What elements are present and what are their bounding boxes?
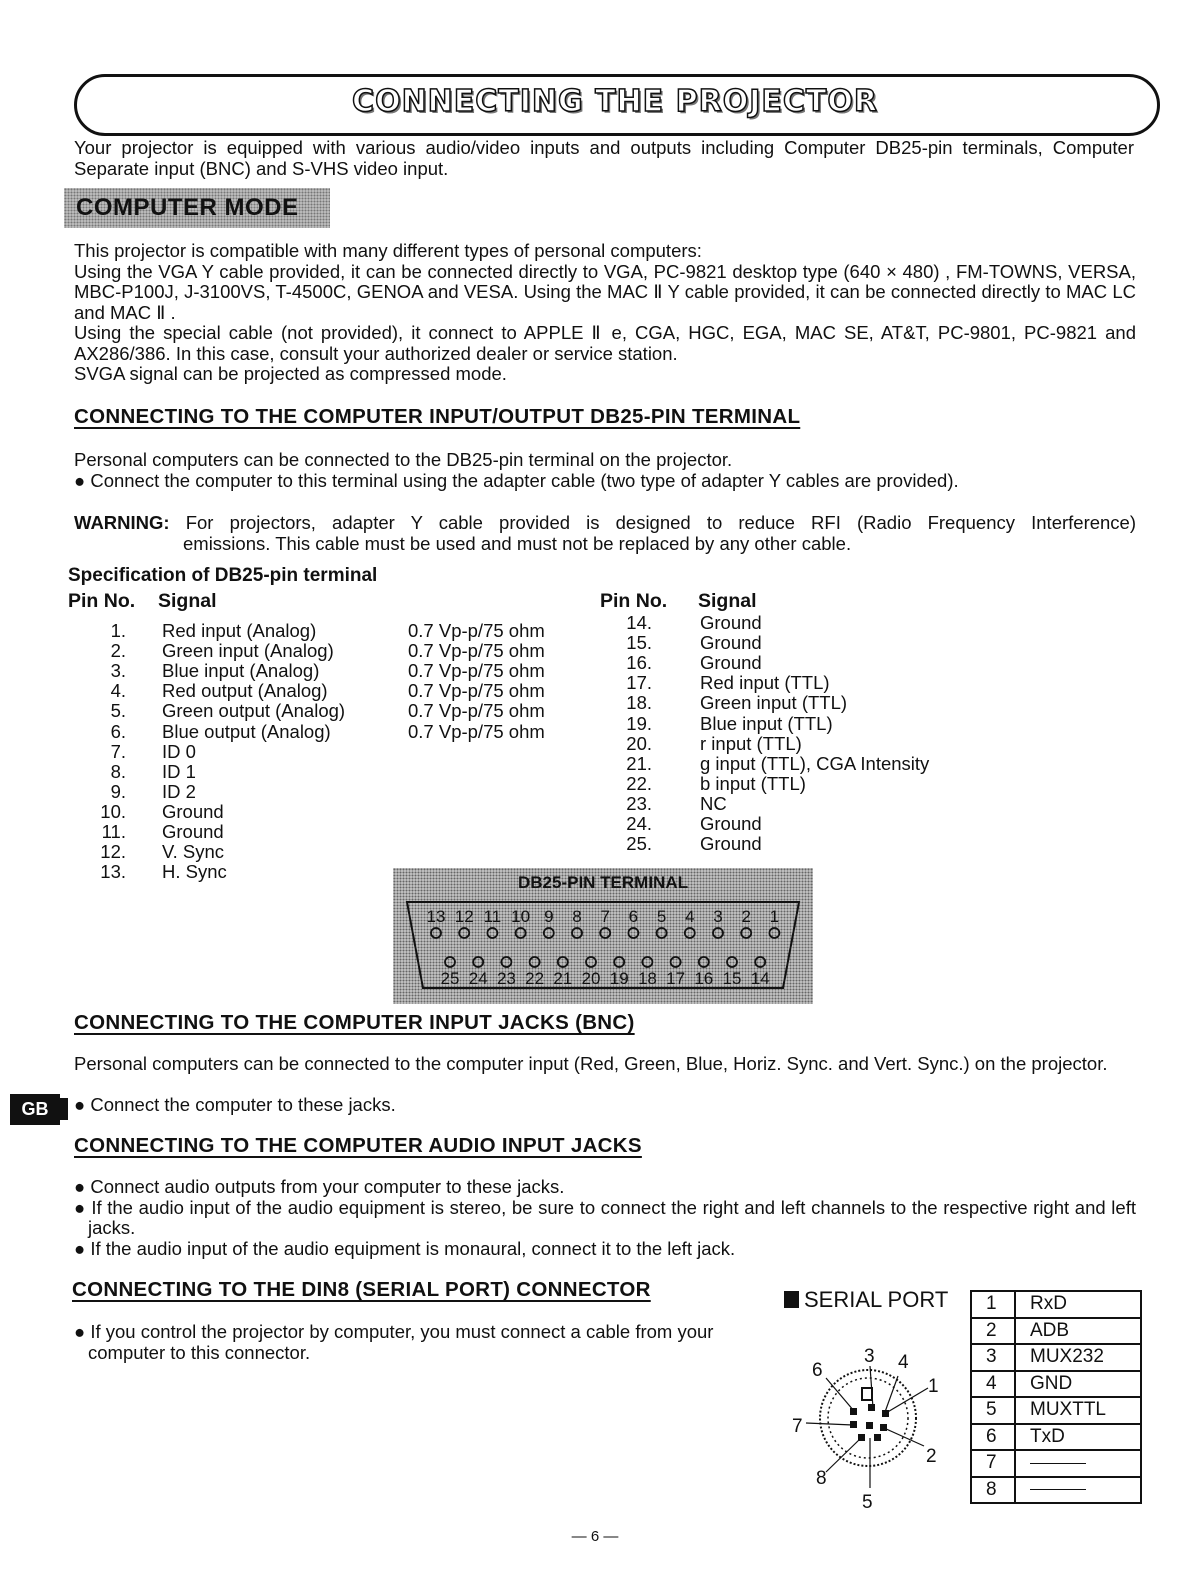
db25-pin-hole: [685, 928, 695, 938]
serial-signal: TxD: [1015, 1424, 1141, 1451]
audio-bullet: ● Connect audio outputs from your computer to these jacks.: [74, 1176, 565, 1197]
db25-pin-number: 2: [741, 907, 751, 926]
dash-line: [1030, 1463, 1086, 1464]
db25-pin-hole: [727, 957, 737, 967]
db25-pin-number: 5: [656, 907, 667, 926]
pin-level: 0.7 Vp-p/75 ohm: [408, 680, 545, 702]
pin-signal: Ground: [700, 612, 762, 633]
db25-pin-hole: [713, 928, 723, 938]
db25-bullet: ● Connect the computer to this terminal using the adapter cable (two type of adapter Y cables are provided).: [74, 469, 959, 491]
bnc-bullet: ● Connect the computer to these jacks.: [74, 1094, 396, 1115]
pin-number: 3.: [110, 660, 126, 682]
db25-pin-number: 22: [525, 969, 545, 988]
db25-pin-number: 11: [483, 907, 502, 926]
pin-number: 25.: [626, 833, 652, 855]
db25-pin-hole: [487, 928, 497, 938]
pin-number: 23.: [626, 792, 652, 814]
serial-signal: MUX232: [1015, 1344, 1141, 1371]
bnc-heading: CONNECTING TO THE COMPUTER INPUT JACKS (BNC): [74, 1011, 635, 1034]
db25-pin-number: 13: [426, 907, 446, 926]
din8-heading: CONNECTING TO THE DIN8 (SERIAL PORT) CONNECTOR: [72, 1278, 651, 1301]
warning-text-cont: emissions. This cable must be used and must not be replaced by any other cable.: [183, 532, 852, 554]
din8-pin-label: 4: [898, 1352, 909, 1373]
pin-signal: Ground: [162, 800, 224, 822]
db25-pin-hole: [459, 928, 469, 938]
db25-intro: [74, 450, 1134, 491]
db25-pin-number: 25: [440, 969, 460, 988]
pins-right-list: [580, 613, 1000, 858]
pin-signal: Ground: [700, 833, 762, 855]
db25-pin-hole: [642, 957, 652, 967]
serial-signal: GND: [1015, 1371, 1141, 1398]
db25-pin-number: 16: [694, 969, 714, 988]
pin-level: 0.7 Vp-p/75 ohm: [408, 620, 545, 641]
pin-signal: Blue input (Analog): [162, 660, 320, 682]
db25-heading: CONNECTING TO THE COMPUTER INPUT/OUTPUT DB25-PIN TERMINAL: [74, 405, 801, 428]
db25-pin-number: 14: [750, 969, 770, 988]
pin-number: 9.: [110, 780, 126, 802]
db25-pin-hole: [431, 928, 441, 938]
audio-heading: CONNECTING TO THE COMPUTER AUDIO INPUT JACKS: [74, 1134, 642, 1157]
vga-cable-paragraph: Using the VGA Y cable provided, it can be connected directly to VGA, PC-9821 desktop type (640 × 480) , FM-TOWNS, VERSA, MBC-P100J, J-3100VS, T-4500C, GENOA and VESA. Using the MAC Ⅱ Y cable provided, it can be connected directly to MAC LC and MAC Ⅱ .: [74, 260, 1136, 323]
page-title: CONNECTING THE PROJECTOR: [352, 84, 878, 119]
db25-pin-hole: [558, 957, 568, 967]
db25-label: DB25-PIN TERMINAL: [517, 873, 689, 892]
db25-pin-number: 12: [454, 907, 474, 926]
db25-pin-hole: [530, 957, 540, 967]
audio-bullets: [74, 1177, 1136, 1259]
col-pin-left: Pin No.: [68, 590, 136, 612]
db25-pin-hole: [445, 957, 455, 967]
pin-number: 2.: [110, 640, 126, 662]
pin-level: 0.7 Vp-p/75 ohm: [408, 660, 545, 682]
pin-signal: ID 1: [162, 760, 196, 782]
din8-pin-label: 8: [816, 1468, 827, 1489]
db25-connector-drawing: [393, 868, 813, 1004]
db25-pin-number: 10: [511, 907, 531, 926]
computer-mode-title: COMPUTER MODE: [76, 194, 299, 221]
pin-level: 0.7 Vp-p/75 ohm: [408, 640, 545, 662]
din8-pin-label: 3: [864, 1346, 875, 1367]
din8-connector-drawing: [778, 1338, 958, 1518]
din8-pin-label: 1: [928, 1376, 939, 1397]
audio-bullet: ● If the audio input of the audio equipment is monaural, connect it to the left jack.: [74, 1237, 736, 1259]
pin-number: 13.: [100, 861, 126, 883]
pin-signal: V. Sync: [162, 841, 225, 863]
warning-block: [74, 513, 1136, 554]
db25-pin-hole: [572, 928, 582, 938]
pin-signal: ID 2: [162, 780, 196, 802]
pin-signal: Green input (TTL): [700, 692, 848, 714]
db25-pin-hole: [769, 928, 779, 938]
db25-pin-number: 24: [468, 969, 488, 988]
language-tab-marker: [60, 1098, 68, 1120]
bullet-icon: ●: [74, 1237, 91, 1259]
serial-pin-number: 5: [971, 1397, 1015, 1424]
pin-signal: Red input (Analog): [162, 620, 317, 641]
db25-pin-number: 9: [544, 907, 554, 926]
special-cable-paragraph: Using the special cable (not provided), it connect to APPLE Ⅱ e, CGA, HGC, EGA, MAC SE, AT&T, PC-9801, PC-9821 and AX286/386. In this case, consult your authorized dealer or service station.: [74, 322, 1136, 364]
serial-signal: ADB: [1015, 1318, 1141, 1345]
db25-pin-number: 23: [496, 969, 516, 988]
db25-pin-hole: [628, 928, 638, 938]
pin-level: 0.7 Vp-p/75 ohm: [408, 700, 545, 722]
db25-pin-hole: [671, 957, 681, 967]
serial-signal: MUXTTL: [1015, 1397, 1141, 1424]
db25-pin-number: 17: [666, 969, 686, 988]
serial-table-row: [971, 1397, 1141, 1424]
serial-signal: RxD: [1015, 1291, 1141, 1318]
db25-pin-hole: [473, 957, 483, 967]
db25-line: Personal computers can be connected to the DB25-pin terminal on the projector.: [74, 449, 733, 470]
db25-pin-number: 19: [609, 969, 629, 988]
db25-pin-number: 18: [637, 969, 657, 988]
pin-number: 7.: [110, 740, 126, 762]
db25-pin-hole: [516, 928, 526, 938]
db25-pin-number: 20: [581, 969, 601, 988]
din8-pin-label: 7: [792, 1416, 803, 1437]
db25-pin-number: 1: [769, 907, 780, 926]
serial-table-row: [971, 1318, 1141, 1345]
serial-pin-number: 2: [971, 1318, 1015, 1345]
language-tab: GB: [10, 1094, 60, 1125]
pin-signal: Blue input (TTL): [700, 712, 833, 734]
db25-pin-hole: [741, 928, 751, 938]
pin-signal: b input (TTL): [700, 772, 806, 794]
din8-bullet: ● If you control the projector by computer, you must connect a cable from your computer to this connector.: [74, 1321, 714, 1363]
pin-number: 16.: [626, 652, 652, 674]
db25-pin-hole: [755, 957, 765, 967]
pin-number: 4.: [110, 680, 126, 702]
serial-table-row: [971, 1371, 1141, 1398]
pin-number: 17.: [626, 672, 652, 694]
compat-line: This projector is compatible with many different types of personal computers:: [74, 240, 702, 261]
square-bullet-icon: [784, 1291, 799, 1308]
serial-signal: [1015, 1477, 1141, 1504]
intro-text: Your projector is equipped with various audio/video inputs and outputs including Computer DB25-pin terminals, Computer Separate input (BNC) and S-VHS video input.: [74, 137, 1134, 179]
serial-pin-number: 6: [971, 1424, 1015, 1451]
svga-line: SVGA signal can be projected as compressed mode.: [74, 363, 507, 384]
db25-pin-hole: [699, 957, 709, 967]
pin-signal: Blue output (Analog): [162, 720, 331, 742]
pin-signal: Red input (TTL): [700, 672, 830, 694]
bullet-icon: ●: [74, 1321, 91, 1342]
pin-number: 21.: [626, 752, 652, 774]
pin-number: 10.: [100, 800, 126, 822]
pin-number: 19.: [626, 712, 652, 734]
col-pin-right: Pin No.: [600, 590, 668, 612]
pin-number: 18.: [626, 692, 652, 714]
db25-pin-number: 4: [685, 907, 695, 926]
db25-pin-hole: [600, 928, 610, 938]
pin-signal: r input (TTL): [700, 732, 802, 754]
pin-number: 8.: [110, 760, 126, 782]
warning-text: For projectors, adapter Y cable provided is designed to reduce RFI (Radio Frequency Interference): [185, 512, 1137, 533]
pin-signal: Ground: [700, 652, 762, 674]
col-signal-left: Signal: [158, 590, 217, 612]
db25-pin-hole: [586, 957, 596, 967]
serial-table-row: [971, 1477, 1141, 1504]
db25-pin-hole: [544, 928, 554, 938]
serial-pin-number: 3: [971, 1344, 1015, 1371]
din8-pin-label: 5: [862, 1492, 873, 1513]
col-signal-right: Signal: [698, 590, 757, 612]
pin-signal: Ground: [700, 632, 762, 654]
pin-number: 14.: [626, 612, 652, 633]
serial-port-label: SERIAL PORT: [784, 1287, 948, 1313]
warning-label: WARNING:: [74, 512, 170, 533]
bnc-line: Personal computers can be connected to the computer input (Red, Green, Blue, Horiz. Sync. and Vert. Sync.) on the projector.: [74, 1053, 1108, 1074]
db25-pin-number: 6: [628, 907, 639, 926]
serial-table-row: [971, 1291, 1141, 1318]
db25-pin-hole: [614, 957, 624, 967]
pin-signal: H. Sync: [162, 861, 227, 883]
pin-number: 12.: [100, 841, 126, 863]
pin-signal: Red output (Analog): [162, 680, 328, 702]
pin-number: 1.: [110, 620, 126, 641]
pin-level: 0.7 Vp-p/75 ohm: [408, 720, 545, 742]
pin-signal: ID 0: [162, 740, 196, 762]
pin-signal: Green output (Analog): [162, 700, 346, 722]
dash-line: [1030, 1489, 1086, 1490]
serial-table-row: [971, 1344, 1141, 1371]
bullet-icon: ●: [74, 1094, 91, 1115]
serial-pin-number: 7: [971, 1450, 1015, 1477]
serial-table-row: [971, 1450, 1141, 1477]
pin-signal: Green input (Analog): [162, 640, 334, 662]
pin-number: 11.: [101, 821, 126, 842]
db25-pin-number: 15: [722, 969, 742, 988]
serial-signal: [1015, 1450, 1141, 1477]
pin-signal: Ground: [162, 821, 224, 842]
pin-number: 20.: [626, 732, 652, 754]
db25-pin-number: 7: [600, 907, 610, 926]
serial-pin-number: 8: [971, 1477, 1015, 1504]
pin-number: 22.: [626, 772, 652, 794]
db25-diagram: [393, 868, 813, 1004]
db25-pin-number: 3: [713, 907, 723, 926]
pin-number: 5.: [110, 700, 126, 722]
bullet-icon: ●: [74, 469, 91, 491]
spec-title: Specification of DB25-pin terminal: [68, 565, 378, 586]
pin-number: 15.: [626, 632, 652, 654]
serial-pin-number: 1: [971, 1291, 1015, 1318]
db25-pin-number: 21: [553, 969, 573, 988]
bullet-icon: ●: [74, 1196, 92, 1218]
pin-number: 6.: [110, 720, 126, 742]
db25-pin-number: 8: [572, 907, 582, 926]
page-number: — 6 —: [571, 1528, 619, 1545]
db25-pin-hole: [657, 928, 667, 938]
pin-signal: Ground: [700, 813, 762, 834]
din8-pin-label: 6: [812, 1360, 823, 1381]
serial-table-row: [971, 1424, 1141, 1451]
serial-port-table: [970, 1290, 1142, 1504]
pin-signal: g input (TTL), CGA Intensity: [700, 752, 930, 774]
pin-number: 24.: [626, 813, 652, 834]
pins-left-list: [0, 621, 600, 886]
audio-bullet: ● If the audio input of the audio equipment is stereo, be sure to connect the right and left channels to the respective right and left jacks.: [74, 1196, 1136, 1238]
serial-pin-number: 4: [971, 1371, 1015, 1398]
bullet-icon: ●: [74, 1176, 91, 1197]
computer-mode-text: [74, 241, 1136, 385]
din8-pin-label: 2: [926, 1446, 937, 1467]
db25-pin-hole: [501, 957, 511, 967]
pin-signal: NC: [700, 792, 727, 814]
